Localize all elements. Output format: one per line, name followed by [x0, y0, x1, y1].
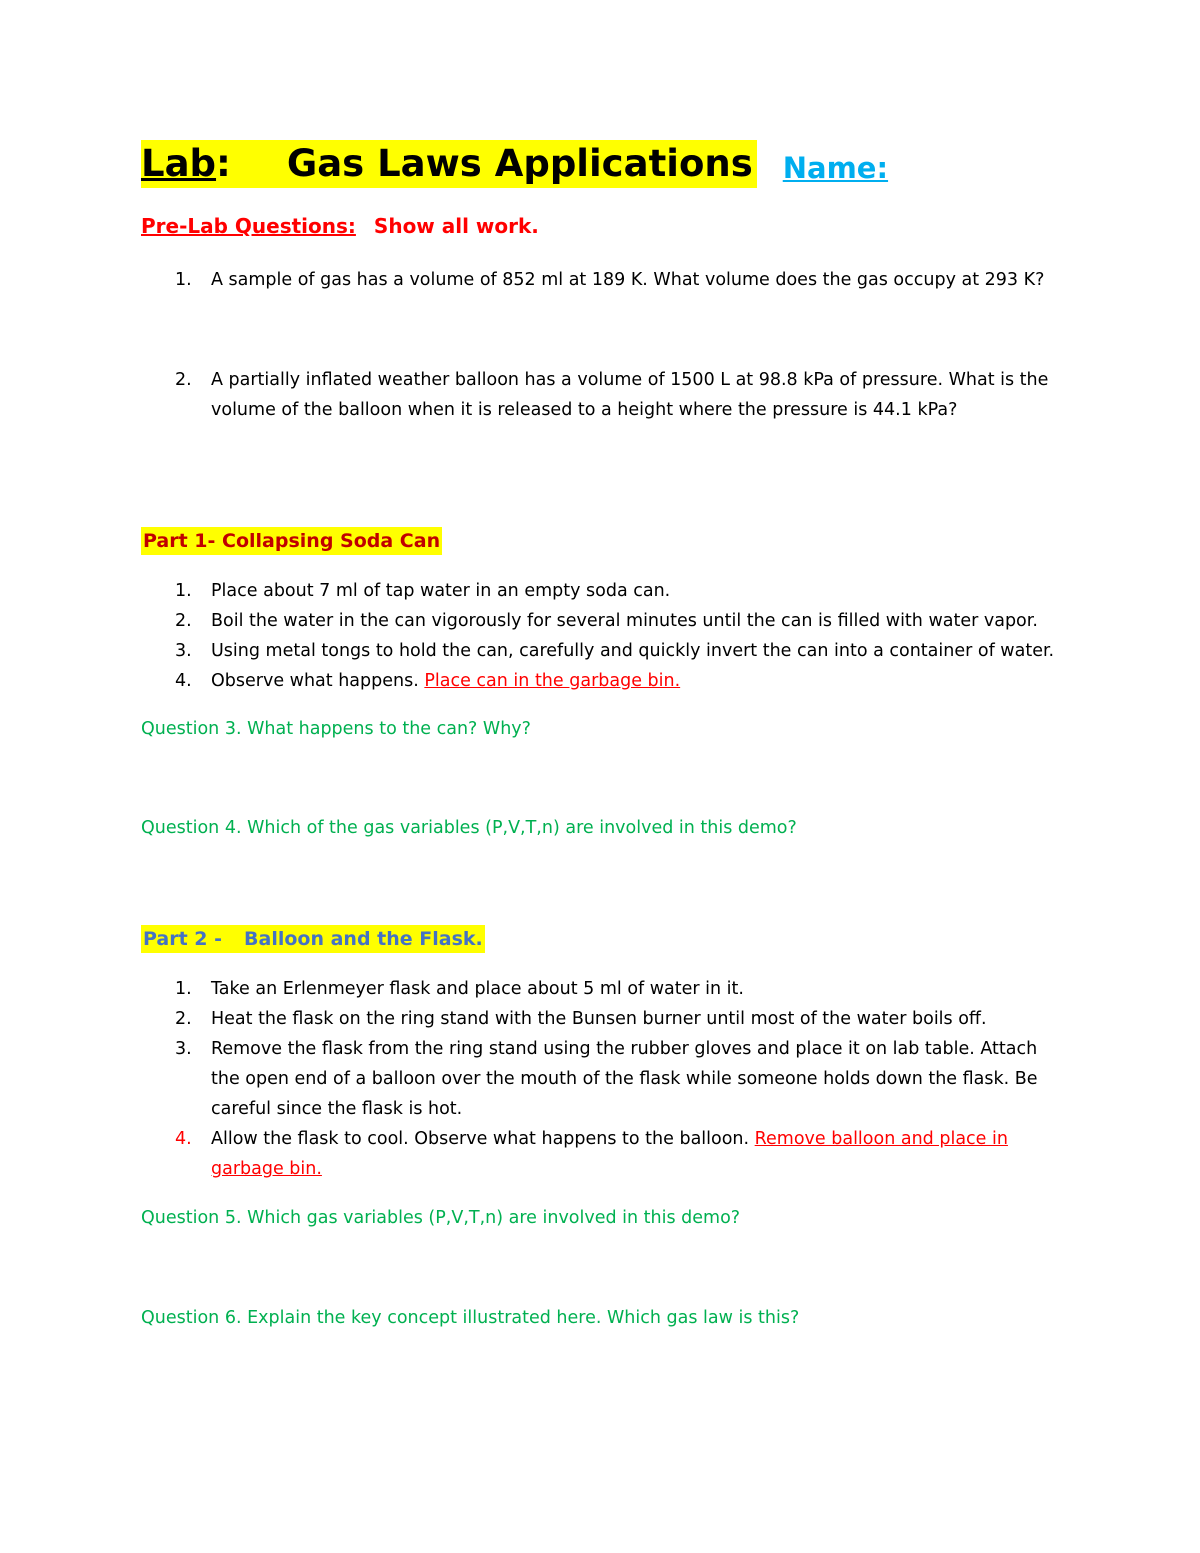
list-text: Heat the flask on the ring stand with the Bunsen burner until most of the water boils off.: [211, 1009, 987, 1029]
list-number: 1.: [175, 581, 192, 601]
title-colon: :: [216, 142, 231, 185]
title-highlight: [141, 140, 757, 188]
list-item: [141, 265, 1044, 295]
prelab-heading: [141, 214, 539, 238]
part2-label: Part 2 -: [143, 928, 223, 950]
list-number: 2.: [175, 1009, 192, 1029]
list-number: 1.: [175, 270, 192, 290]
list-item: [141, 1034, 1051, 1124]
question-4: Question 4. Which of the gas variables (P,V,T,n) are involved in this demo?: [141, 818, 797, 838]
part2-title: Balloon and the Flask.: [244, 928, 483, 950]
prelab-title: Pre-Lab Questions:: [141, 214, 356, 238]
part2-step-list: [141, 974, 1051, 1184]
list-item: [141, 365, 1051, 425]
prelab-question-list: [141, 265, 1044, 295]
part1-step-list: [141, 576, 1054, 696]
list-text: Place about 7 ml of tap water in an empty soda can.: [211, 581, 671, 601]
page-title: Gas Laws Applications: [286, 142, 753, 185]
list-number: 1.: [175, 979, 192, 999]
disposal-note: Remove balloon and place in garbage bin.: [211, 1129, 1008, 1179]
list-text: Allow the flask to cool. Observe what happens to the balloon.: [211, 1129, 755, 1149]
list-item: [141, 974, 1051, 1004]
list-number: 3.: [175, 641, 192, 661]
prelab-question-list-2: [141, 365, 1051, 425]
question-3: Question 3. What happens to the can? Why?: [141, 719, 531, 739]
list-text: Take an Erlenmeyer flask and place about 5 ml of water in it.: [211, 979, 744, 999]
list-text: A partially inflated weather balloon has a volume of 1500 L at 98.8 kPa of pressure. What is the volume of the balloon when it is released to a height where the pressure is 44.1 kPa?: [211, 370, 1049, 420]
part1-heading: Part 1- Collapsing Soda Can: [141, 527, 442, 555]
list-text: A sample of gas has a volume of 852 ml at 189 K. What volume does the gas occupy at 293 K?: [211, 270, 1045, 290]
question-6: Question 6. Explain the key concept illustrated here. Which gas law is this?: [141, 1308, 800, 1328]
list-item: [141, 606, 1054, 636]
list-number: 3.: [175, 1039, 192, 1059]
list-item: [141, 576, 1054, 606]
disposal-note: Place can in the garbage bin.: [424, 671, 681, 691]
name-label: Name:: [782, 151, 889, 185]
list-item: [141, 1004, 1051, 1034]
part2-heading: [141, 925, 485, 953]
list-text: Boil the water in the can vigorously for several minutes until the can is filled with water vapor.: [211, 611, 1038, 631]
list-number: 2.: [175, 370, 192, 390]
list-number: 4.: [175, 671, 192, 691]
list-number: 2.: [175, 611, 192, 631]
list-text: Remove the flask from the ring stand using the rubber gloves and place it on lab table. Attach the open end of a balloon over the mouth of the flask while someone holds down the flask. Be careful since the flask is hot.: [211, 1039, 1038, 1119]
title-row: [141, 140, 888, 188]
list-text: Using metal tongs to hold the can, carefully and quickly invert the can into a container of water.: [211, 641, 1055, 661]
list-item: [141, 666, 1054, 696]
list-number: 4.: [175, 1129, 192, 1149]
list-item: [141, 1124, 1051, 1184]
title-lab: Lab: [141, 142, 217, 185]
list-text: Observe what happens.: [211, 671, 425, 691]
prelab-instruction: Show all work.: [373, 214, 539, 238]
question-5: Question 5. Which gas variables (P,V,T,n) are involved in this demo?: [141, 1208, 741, 1228]
list-item: [141, 636, 1054, 666]
